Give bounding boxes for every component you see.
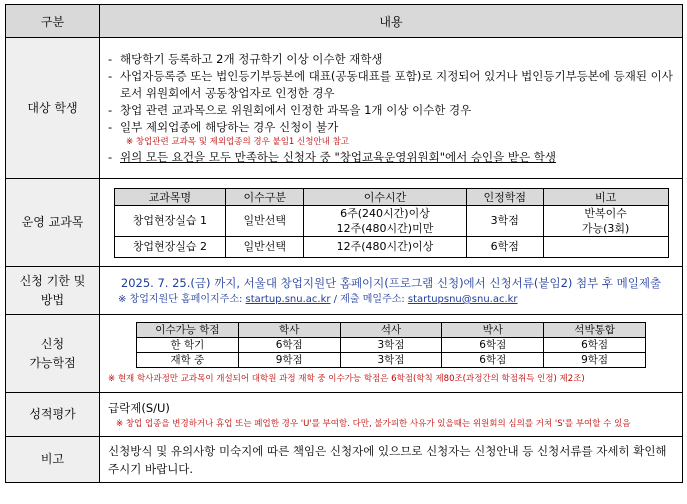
target-item-4: - 일부 제외업종에 해당하는 경우 신청이 불가 xyxy=(108,119,674,136)
course-row-2 xyxy=(114,236,668,257)
email-link[interactable]: startupsnu@snu.ac.kr xyxy=(407,294,518,305)
target-final-text: 위의 모든 요건을 모두 만족하는 신청자 중 "창업교육운영위원회"에서 승인을 받은 학생 xyxy=(120,149,556,164)
credits-header-doctor: 박사 xyxy=(442,323,544,338)
course-2-credit: 6학점 xyxy=(466,236,543,257)
credits-label-line-1: 신청 xyxy=(40,336,65,351)
target-note: ※ 창업관련 교과목 및 제외업종의 경우 붙임1 신청안내 참고 xyxy=(126,136,350,147)
target-content xyxy=(100,38,683,179)
grading-label: 성적평가 xyxy=(6,393,100,437)
credits-header-integrated: 석박통합 xyxy=(544,323,646,338)
course-2-note xyxy=(543,236,668,257)
course-1-hours-min: 6주(240시간)이상 xyxy=(340,206,430,220)
credits-cell: 6학점 xyxy=(442,353,544,368)
deadline-label-line-2: 방법 xyxy=(40,292,65,307)
remarks-label: 비고 xyxy=(6,437,100,483)
course-2-type: 일반선택 xyxy=(226,236,304,257)
email-prefix: / 제출 메일주소: xyxy=(330,294,408,305)
course-1-type: 일반선택 xyxy=(226,205,304,236)
credits-cell: 재학 중 xyxy=(137,353,239,368)
course-1-note-1: 반복이수 xyxy=(584,206,627,220)
remarks-row xyxy=(6,437,683,483)
target-label: 대상 학생 xyxy=(6,38,100,179)
courses-header-name: 교과목명 xyxy=(114,188,226,205)
credits-label xyxy=(6,315,100,393)
target-item-2: - 사업자등록증 또는 법인등기부등본에 대표(공동대표를 포함)로 지정되어 있거나 법인등기부등본에 등재된 이사로서 위원회에서 공동창업자로 인정한 경우 xyxy=(108,68,674,102)
deadline-sub-text xyxy=(108,292,674,307)
deadline-label-line-1: 신청 기한 및 xyxy=(19,273,86,288)
course-2-name: 창업현장실습 2 xyxy=(114,236,226,257)
remarks-text: 신청방식 및 유의사항 미숙지에 따른 책임은 신청자에 있으므로 신청자는 신청안내 등 신청서류를 자세히 확인해주시기 바랍니다. xyxy=(100,437,683,483)
target-item-3: - 창업 관련 교과목으로 위원회에서 인정한 과목을 1개 이상 이수한 경우 xyxy=(108,102,674,119)
homepage-prefix: ※ 창업지원단 홈페이지주소: xyxy=(118,294,246,305)
credits-label-line-2: 가능학점 xyxy=(29,355,76,370)
course-1-credit: 3학점 xyxy=(466,205,543,236)
course-1-hours-max: 12주(480시간)미만 xyxy=(336,221,434,235)
credits-row-enrolled xyxy=(137,353,646,368)
grading-row xyxy=(6,393,683,437)
credits-header-master: 석사 xyxy=(340,323,442,338)
courses-header-note: 비고 xyxy=(543,188,668,205)
grading-value: 급락제(S/U) xyxy=(108,400,170,415)
homepage-link[interactable]: startup.snu.ac.kr xyxy=(245,294,331,305)
header-category: 구분 xyxy=(6,5,100,38)
credits-header-bachelor: 학사 xyxy=(238,323,340,338)
target-list xyxy=(108,51,674,136)
credits-cell: 6학점 xyxy=(544,338,646,353)
header-content: 내용 xyxy=(100,5,683,38)
course-row-1 xyxy=(114,205,668,236)
header-row xyxy=(6,5,683,38)
credits-header-type: 이수가능 학점 xyxy=(137,323,239,338)
courses-header-hours: 이수시간 xyxy=(304,188,467,205)
credits-row-semester xyxy=(137,338,646,353)
deadline-row xyxy=(6,267,683,315)
courses-header-type: 이수구분 xyxy=(226,188,304,205)
credits-cell: 9학점 xyxy=(238,353,340,368)
target-final-item xyxy=(108,149,674,166)
credits-cell: 6학점 xyxy=(238,338,340,353)
course-1-name: 창업현장실습 1 xyxy=(114,205,226,236)
credits-cell: 6학점 xyxy=(442,338,544,353)
courses-label: 운영 교과목 xyxy=(6,179,100,267)
credits-cell: 3학점 xyxy=(340,338,442,353)
credits-cell: 9학점 xyxy=(544,353,646,368)
target-item-1: - 해당학기 등록하고 2개 정규학기 이상 이수한 재학생 xyxy=(108,51,674,68)
courses-row xyxy=(6,179,683,267)
credits-cell: 3학점 xyxy=(340,353,442,368)
deadline-label xyxy=(6,267,100,315)
credits-row xyxy=(6,315,683,393)
course-1-note-2: 가능(3회) xyxy=(581,221,630,235)
course-2-hours: 12주(480시간)이상 xyxy=(304,236,467,257)
credits-table xyxy=(136,322,646,368)
credits-note: ※ 현재 학사과정만 교과목이 개설되어 대학원 과정 재학 중 이수가능 학점은 6학점(학칙 제80조(과정간의 학점취득 인정) 제2조) xyxy=(108,374,585,384)
courses-header-credit: 인정학점 xyxy=(466,188,543,205)
grading-note: ※ 창업 업종을 변경하거나 휴업 또는 폐업한 경우 'U'를 부여함. 다만, 불가피한 사유가 있을때는 위원회의 심의를 거쳐 'S'를 부여할 수 있음 xyxy=(116,418,631,429)
target-row xyxy=(6,38,683,179)
courses-table xyxy=(114,188,669,258)
credits-cell: 한 학기 xyxy=(137,338,239,353)
info-table xyxy=(5,4,683,483)
deadline-main-text: 2025. 7. 25.(금) 까지, 서울대 창업지원단 홈페이지(프로그램 신청)에서 신청서류(붙임2) 첨부 후 메일제출 xyxy=(120,276,662,290)
